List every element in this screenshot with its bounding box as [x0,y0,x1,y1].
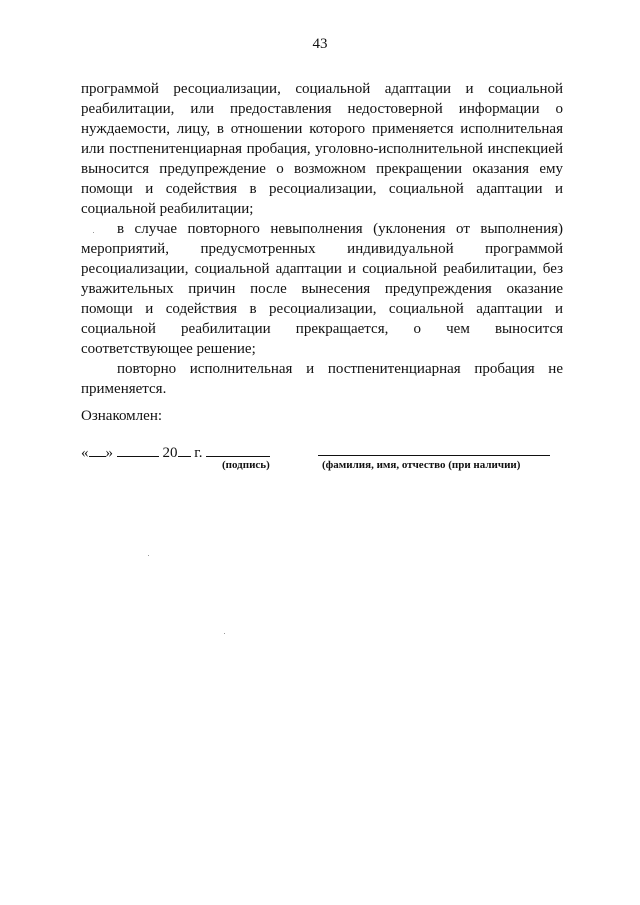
signature-blank [206,442,270,457]
signature-caption: (подпись) [222,459,270,471]
acknowledgment-label: Ознакомлен: [81,408,163,424]
fio-caption: (фамилия, имя, отчество (при наличии) [322,459,521,471]
date-open-quote: « [81,445,89,461]
month-blank [117,442,159,457]
fio-line [318,455,550,456]
day-blank [89,442,106,457]
paragraph-3: повторно исполнительная и постпенитенциарная пробация не применяется. [81,361,563,397]
scan-speck [224,633,225,634]
year-blank [178,442,191,457]
scan-speck [148,555,149,556]
body-text [81,79,563,399]
scan-speck [93,232,94,233]
paragraph-2: в случае повторного невыполнения (уклонения от выполнения) мероприятий, предусмотренных индивидуальной программой ресоциализации, социальной адаптации и социальной реабилитации, без уважительных причин после вынесения предупреждения оказание помощи и содействия в ресоциализации, социальной адаптации и социальной реабилитации прекращается, о чем выносится соответствующее решение; [81,221,563,357]
year-prefix: 20 [162,445,178,461]
date-close-quote: » [105,445,113,461]
paragraph-1: программой ресоциализации, социальной адаптации и социальной реабилитации, или предоставления недостоверной информации о нуждаемости, лицу, в отношении которого применяется исполнительная или постпенитенциарная пробация, уголовно-исполнительной инспекцией выносится предупреждение о возможном прекращении оказания ему помощи и содействия в ресоциализации, социальной адаптации и социальной реабилитации; [81,81,563,217]
year-suffix: г. [194,445,203,461]
page-number: 43 [312,36,328,52]
